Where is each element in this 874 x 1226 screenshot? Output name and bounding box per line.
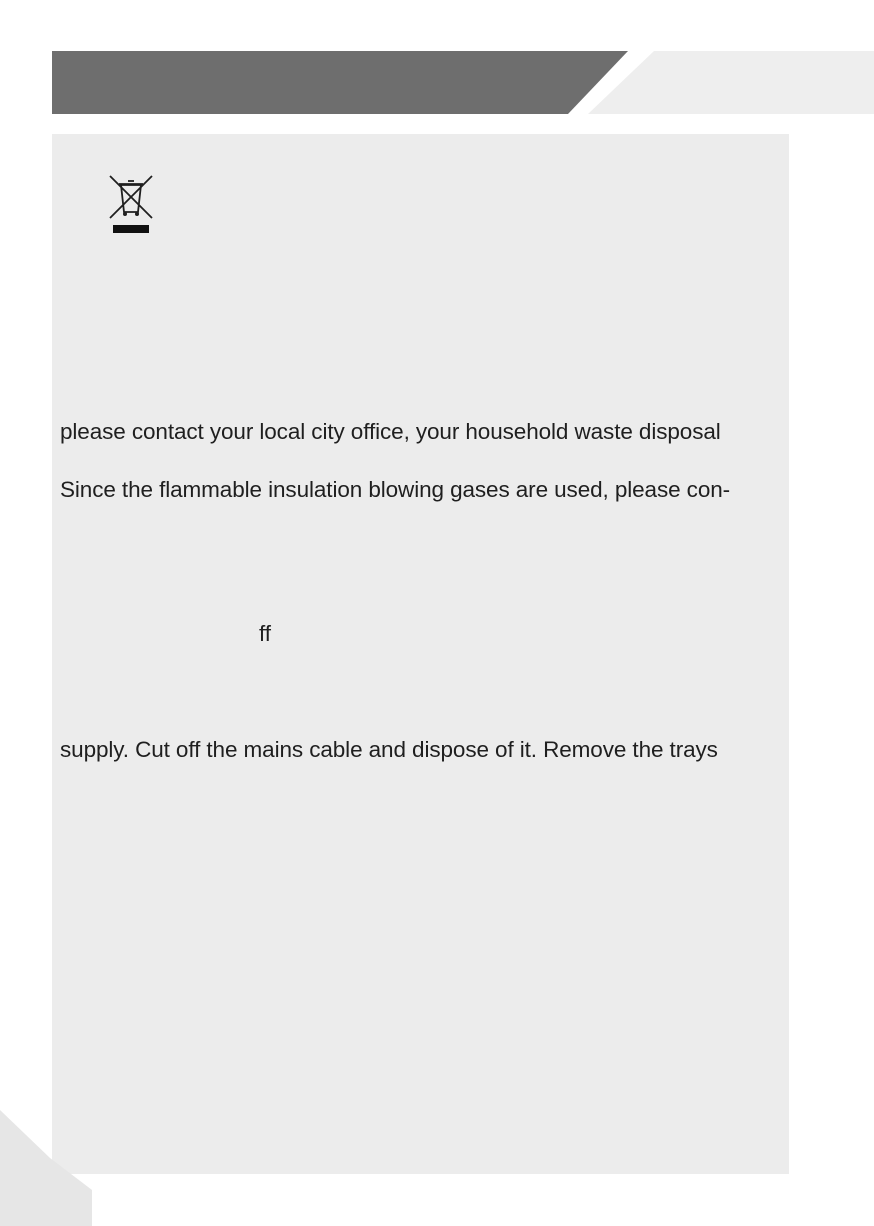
page-corner-decoration xyxy=(0,1080,120,1226)
content-panel xyxy=(52,134,789,1174)
body-text-fragment: ff xyxy=(259,621,271,646)
body-text-line: please contact your local city office, your household waste disposal xyxy=(60,419,721,444)
header-band xyxy=(52,51,628,114)
header-banner xyxy=(0,0,874,130)
crossed-out-wheelie-bin-icon xyxy=(108,174,154,236)
weee-bar xyxy=(113,225,149,233)
body-text-line: Since the flammable insulation blowing gases are used, please con- xyxy=(60,477,731,502)
body-text-line: supply. Cut off the mains cable and dispose of it. Remove the trays xyxy=(60,737,718,762)
header-tab xyxy=(588,51,874,114)
